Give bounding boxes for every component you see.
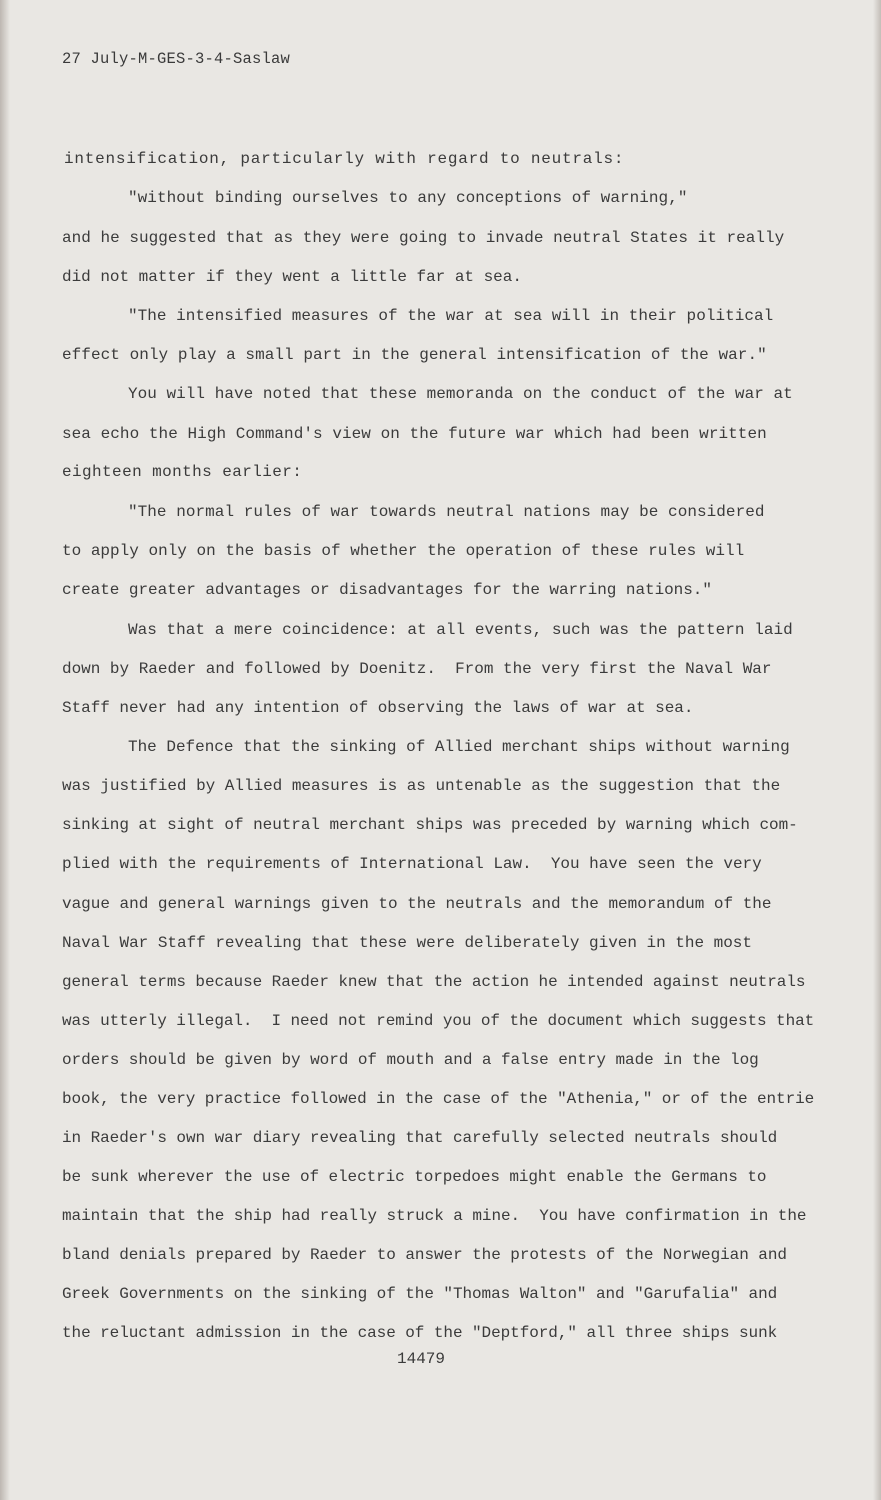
text-line: Staff never had any intention of observing the laws of war at sea. (62, 699, 694, 717)
text-line: Naval War Staff revealing that these were deliberately given in the most (62, 934, 752, 952)
page-edge-shadow-right (873, 0, 881, 1500)
text-line: bland denials prepared by Raeder to answer the protests of the Norwegian and (62, 1246, 787, 1264)
text-line: "The intensified measures of the war at sea will in their political (128, 307, 774, 325)
text-line: You will have noted that these memoranda on the conduct of the war at (128, 385, 793, 403)
text-line: in Raeder's own war diary revealing that carefully selected neutrals should (62, 1129, 778, 1147)
page-number: 14479 (397, 1350, 446, 1368)
page-edge-shadow-left (0, 0, 10, 1500)
text-line: orders should be given by word of mouth and a false entry made in the log (62, 1051, 759, 1069)
text-line: effect only play a small part in the general intensification of the war." (62, 346, 767, 364)
page-header: 27 July-M-GES-3-4-Saslaw (62, 50, 291, 68)
text-line: vague and general warnings given to the neutrals and the memorandum of the (62, 895, 772, 913)
text-line: plied with the requirements of International Law. You have seen the very (62, 855, 762, 873)
text-line: was justified by Allied measures is as untenable as the suggestion that the (62, 777, 781, 795)
text-line: Was that a mere coincidence: at all events, such was the pattern laid (128, 621, 793, 639)
text-line: to apply only on the basis of whether the operation of these rules will (62, 542, 745, 560)
text-line: "without binding ourselves to any conceptions of warning," (128, 189, 688, 207)
text-line: intensification, particularly with regard to neutrals: (64, 150, 625, 168)
text-line: Greek Governments on the sinking of the "Thomas Walton" and "Garufalia" and (62, 1285, 778, 1303)
text-line: was utterly illegal. I need not remind you of the document which suggests that (62, 1012, 815, 1030)
text-line: "The normal rules of war towards neutral nations may be considered (128, 503, 765, 521)
text-line: The Defence that the sinking of Allied merchant ships without warning (128, 738, 790, 756)
text-line: down by Raeder and followed by Doenitz. From the very first the Naval War (62, 660, 772, 678)
text-line: maintain that the ship had really struck a mine. You have confirmation in the (62, 1207, 807, 1225)
text-line: create greater advantages or disadvantages for the warring nations." (62, 581, 712, 599)
text-line: did not matter if they went a little far at sea. (62, 268, 522, 286)
text-line: eighteen months earlier: (62, 463, 303, 481)
text-line: sea echo the High Command's view on the future war which had been written (62, 425, 767, 443)
text-line: the reluctant admission in the case of the "Deptford," all three ships sunk (62, 1324, 778, 1342)
text-line: sinking at sight of neutral merchant ships was preceded by warning which com- (62, 816, 798, 834)
text-line: book, the very practice followed in the case of the "Athenia," or of the entrie (62, 1090, 815, 1108)
text-line: general terms because Raeder knew that the action he intended against neutrals (62, 973, 806, 991)
text-line: be sunk wherever the use of electric torpedoes might enable the Germans to (62, 1168, 767, 1186)
text-line: and he suggested that as they were going to invade neutral States it really (62, 229, 785, 247)
